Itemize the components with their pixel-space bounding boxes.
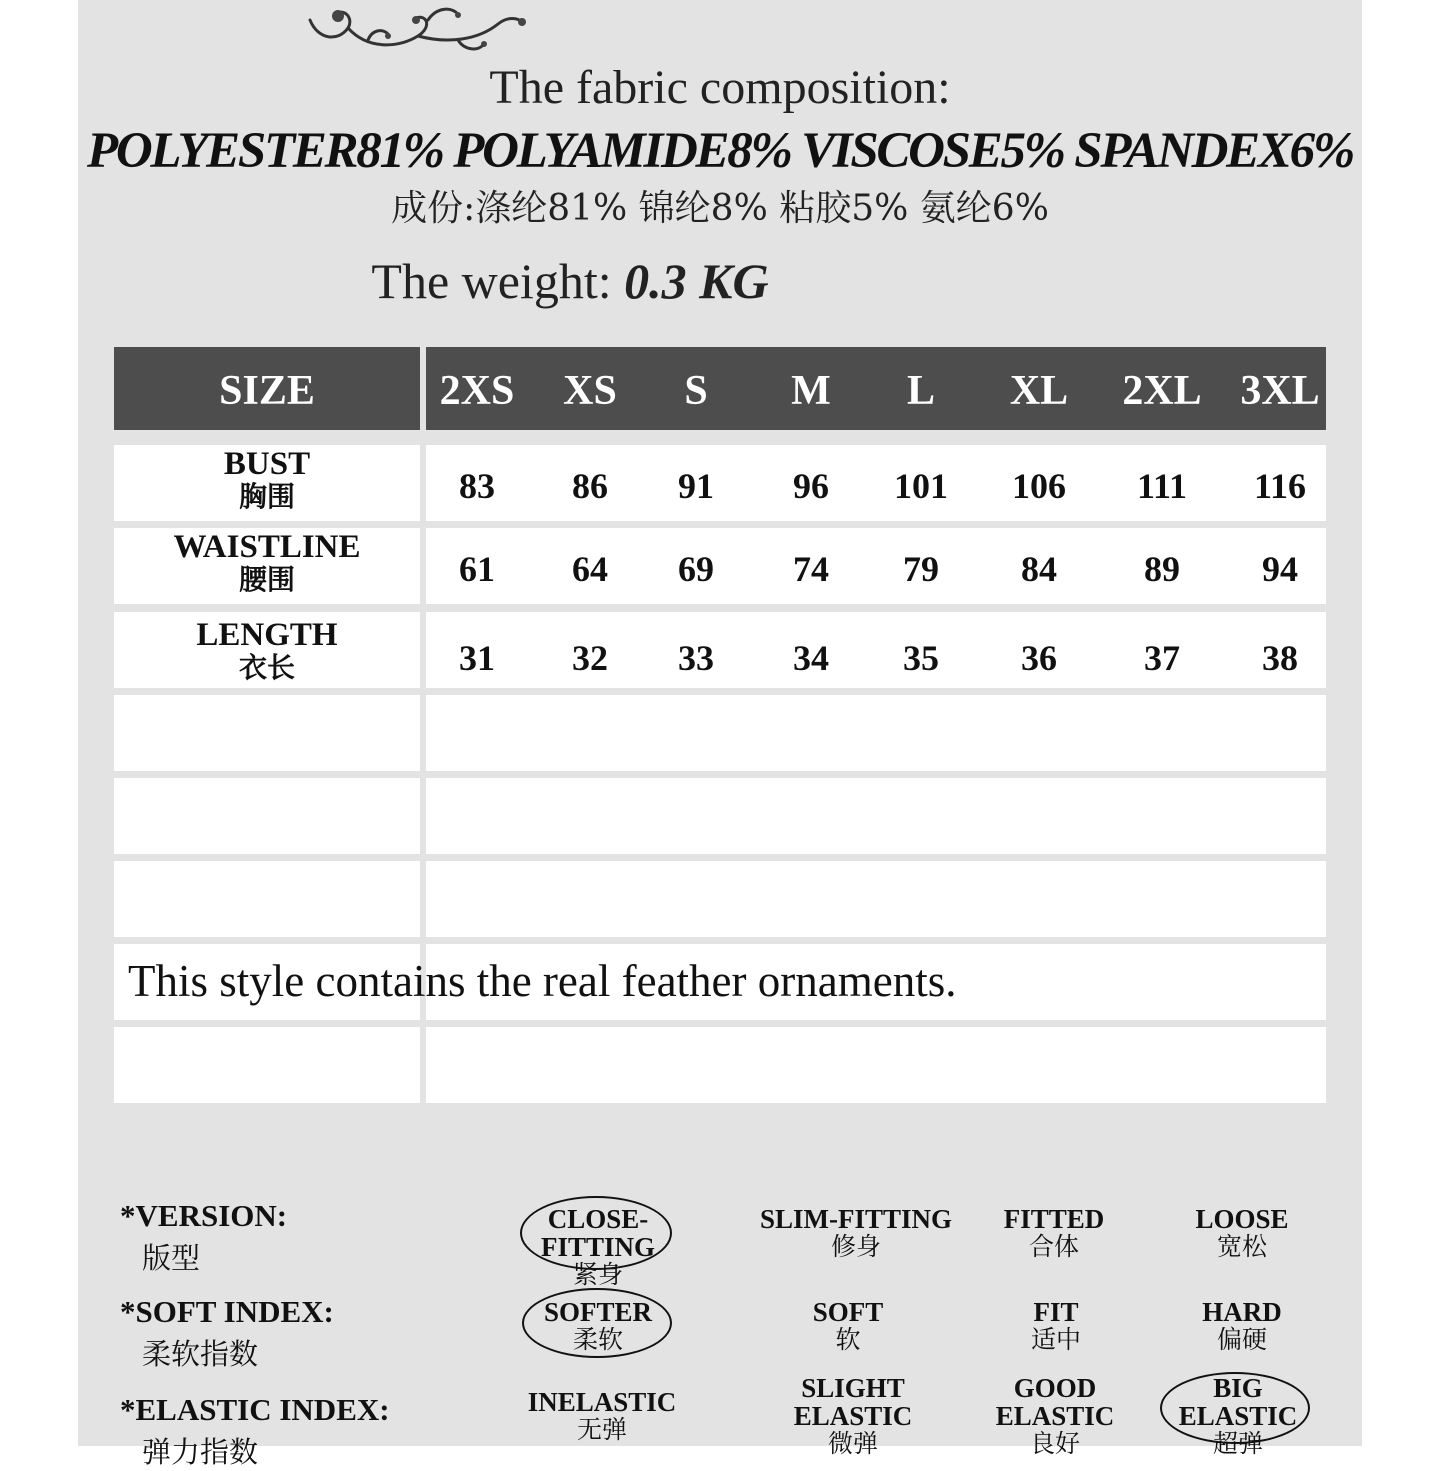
bust-3xl: 116 bbox=[1253, 466, 1306, 506]
option-en: SLIGHT ELASTIC bbox=[793, 1373, 913, 1431]
option-cn: 合体 bbox=[1028, 1232, 1079, 1261]
size-2xl: 2XL bbox=[1122, 368, 1202, 414]
length-s: 33 bbox=[678, 638, 714, 678]
empty-values-cell bbox=[426, 861, 1326, 937]
bust-xl: 106 bbox=[1012, 466, 1066, 506]
waist-l: 79 bbox=[903, 549, 939, 589]
bust-row bbox=[114, 445, 1326, 521]
option-en: GOOD ELASTIC bbox=[995, 1373, 1115, 1431]
option-en: INELASTIC bbox=[527, 1387, 677, 1417]
soft-index-label-en: *SOFT INDEX: bbox=[120, 1294, 334, 1329]
composition-english: POLYESTER81% POLYAMIDE8% VISCOSE5% SPANDEX6% bbox=[86, 123, 1353, 179]
empty-row bbox=[114, 695, 1326, 771]
empty-label-cell bbox=[114, 695, 420, 771]
version-option-loose bbox=[1142, 1205, 1342, 1261]
size-chart-panel bbox=[78, 0, 1362, 1469]
length-xs: 32 bbox=[572, 638, 608, 678]
bust-label-en: BUST bbox=[223, 446, 311, 482]
option-cn: 良好 bbox=[1029, 1429, 1080, 1458]
version-label bbox=[120, 1198, 287, 1277]
length-label-cn: 衣长 bbox=[238, 651, 295, 684]
weight-value: 0.3 KG bbox=[624, 253, 769, 309]
length-m: 34 bbox=[793, 638, 829, 678]
option-en: SOFTER bbox=[543, 1297, 653, 1327]
selected-marker-ring bbox=[520, 1196, 672, 1270]
empty-label-cell bbox=[114, 1027, 420, 1103]
option-cn: 宽松 bbox=[1216, 1232, 1267, 1261]
size-xs: XS bbox=[563, 368, 617, 414]
empty-values-cell bbox=[426, 1027, 1326, 1103]
soft-option-hard bbox=[1142, 1298, 1342, 1354]
bust-m: 96 bbox=[793, 466, 829, 506]
option-en: HARD bbox=[1202, 1297, 1282, 1327]
waist-xs: 64 bbox=[572, 549, 608, 589]
elastic-option-slight-elastic bbox=[778, 1374, 928, 1458]
bust-xs: 86 bbox=[572, 466, 608, 506]
option-cn: 柔软 bbox=[572, 1325, 623, 1354]
version-label-cn: 版型 bbox=[142, 1241, 201, 1275]
bust-label-cn: 胸围 bbox=[238, 480, 295, 513]
option-en: BIG ELASTIC bbox=[1178, 1373, 1298, 1431]
waistline-label bbox=[114, 530, 420, 596]
length-2xl: 37 bbox=[1144, 638, 1180, 678]
waist-3xl: 94 bbox=[1262, 549, 1298, 589]
option-en: FIT bbox=[1033, 1297, 1079, 1327]
size-header-label: SIZE bbox=[219, 368, 315, 414]
length-label-en: LENGTH bbox=[196, 617, 338, 653]
bust-s: 91 bbox=[678, 466, 714, 506]
elastic-index-label bbox=[120, 1392, 390, 1471]
size-header-row bbox=[114, 347, 1326, 430]
size-l: L bbox=[906, 368, 935, 414]
soft-option-soft bbox=[748, 1298, 948, 1354]
length-xl: 36 bbox=[1021, 638, 1057, 678]
length-row bbox=[114, 612, 1326, 688]
elastic-index-label-en: *ELASTIC INDEX: bbox=[120, 1392, 390, 1427]
elastic-option-inelastic bbox=[502, 1388, 702, 1444]
length-label bbox=[114, 618, 420, 684]
selected-marker-ring bbox=[1160, 1372, 1310, 1444]
composition-title: The fabric composition: bbox=[489, 61, 951, 114]
soft-index-label-cn: 柔软指数 bbox=[142, 1337, 259, 1371]
waist-2xs: 61 bbox=[459, 549, 495, 589]
bust-2xs: 83 bbox=[459, 466, 495, 506]
empty-row bbox=[114, 778, 1326, 854]
length-2xs: 31 bbox=[459, 638, 495, 678]
option-en: CLOSE-FITTING bbox=[540, 1204, 656, 1262]
size-3xl: 3XL bbox=[1240, 368, 1320, 414]
elastic-option-good-elastic bbox=[982, 1374, 1128, 1458]
empty-values-cell bbox=[426, 695, 1326, 771]
option-cn: 修身 bbox=[830, 1232, 881, 1261]
option-cn: 微弹 bbox=[827, 1429, 878, 1458]
empty-row bbox=[114, 1027, 1326, 1103]
soft-index-label bbox=[120, 1294, 334, 1373]
size-2xs: 2XS bbox=[439, 368, 515, 414]
composition-chinese: 成份:涤纶81% 锦纶8% 粘胶5% 氨纶6% bbox=[391, 188, 1049, 229]
option-en: SOFT bbox=[812, 1297, 884, 1327]
option-cn: 适中 bbox=[1030, 1325, 1081, 1354]
soft-option-fit bbox=[956, 1298, 1156, 1354]
option-cn: 超弹 bbox=[1212, 1429, 1263, 1458]
weight-label: The weight: bbox=[371, 253, 612, 309]
elastic-index-label-cn: 弹力指数 bbox=[142, 1435, 259, 1469]
length-l: 35 bbox=[903, 638, 939, 678]
option-en: LOOSE bbox=[1195, 1204, 1289, 1234]
bust-2xl: 111 bbox=[1136, 466, 1188, 506]
waist-s: 69 bbox=[678, 549, 714, 589]
option-cn: 紧身 bbox=[572, 1260, 623, 1289]
option-en: SLIM-FITTING bbox=[759, 1204, 953, 1234]
version-label-en: *VERSION: bbox=[120, 1198, 288, 1233]
waistline-label-cn: 腰围 bbox=[238, 563, 295, 596]
waistline-label-en: WAISTLINE bbox=[173, 529, 361, 565]
version-option-fitted bbox=[954, 1205, 1154, 1261]
floral-flourish-ornament bbox=[308, 0, 528, 56]
size-s: S bbox=[684, 368, 708, 414]
empty-row bbox=[114, 861, 1326, 937]
waistline-row bbox=[114, 528, 1326, 604]
option-cn: 软 bbox=[835, 1325, 861, 1354]
option-en: FITTED bbox=[1003, 1204, 1105, 1234]
empty-label-cell bbox=[114, 861, 420, 937]
feather-note: This style contains the real feather ornaments. bbox=[128, 956, 957, 1006]
empty-values-cell bbox=[426, 778, 1326, 854]
waist-xl: 84 bbox=[1021, 549, 1057, 589]
option-cn: 偏硬 bbox=[1216, 1325, 1267, 1354]
waist-2xl: 89 bbox=[1144, 549, 1180, 589]
empty-label-cell bbox=[114, 778, 420, 854]
option-cn: 无弹 bbox=[576, 1415, 627, 1444]
size-m: M bbox=[791, 368, 831, 414]
weight-line bbox=[0, 252, 1212, 310]
bust-label bbox=[114, 447, 420, 513]
selected-marker-ring bbox=[522, 1288, 672, 1358]
bust-l: 101 bbox=[894, 466, 948, 506]
version-option-slim-fitting bbox=[746, 1205, 966, 1261]
size-xl: XL bbox=[1009, 368, 1069, 414]
waist-m: 74 bbox=[793, 549, 829, 589]
length-3xl: 38 bbox=[1262, 638, 1298, 678]
